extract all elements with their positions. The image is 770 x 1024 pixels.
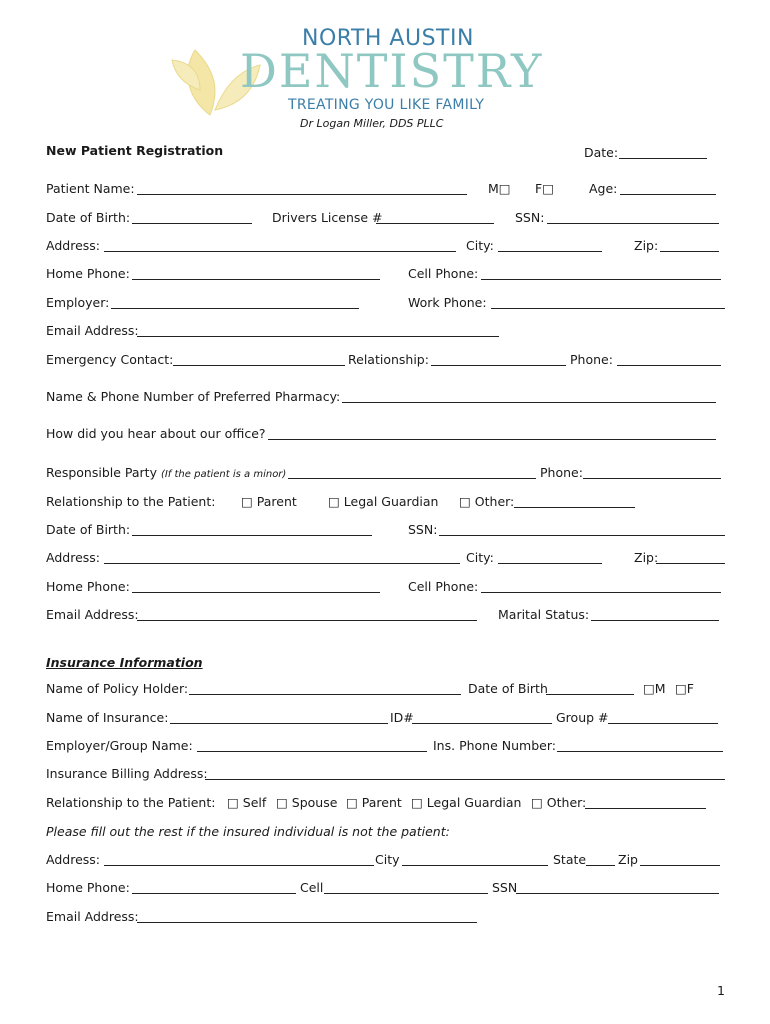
responsible-address-label: Address:: [46, 550, 100, 565]
insured-cell-label: Cell: [300, 880, 324, 895]
emergency-contact-label: Emergency Contact:: [46, 352, 174, 367]
insurance-id-field[interactable]: [412, 723, 552, 724]
group-field[interactable]: [608, 723, 718, 724]
patient-name-field[interactable]: [137, 194, 467, 195]
date-label: Date:: [584, 145, 619, 160]
responsible-cell-phone-field[interactable]: [481, 592, 721, 593]
emergency-phone-label: Phone:: [570, 352, 613, 367]
responsible-phone-field[interactable]: [583, 478, 721, 479]
insured-email-label: Email Address:: [46, 909, 139, 924]
insured-home-phone-field[interactable]: [132, 893, 296, 894]
responsible-city-field[interactable]: [498, 563, 602, 564]
other-checkbox[interactable]: □ Other:: [459, 494, 515, 509]
insured-city-label: City: [375, 852, 400, 867]
insured-home-phone-label: Home Phone:: [46, 880, 130, 895]
employer-group-label: Employer/Group Name:: [46, 738, 193, 753]
insurance-female-checkbox[interactable]: □F: [675, 681, 695, 696]
insured-state-label: State: [553, 852, 587, 867]
employer-group-field[interactable]: [197, 751, 427, 752]
insurance-phone-field[interactable]: [557, 751, 723, 752]
city-field[interactable]: [498, 251, 602, 252]
responsible-home-phone-field[interactable]: [132, 592, 380, 593]
employer-field[interactable]: [111, 308, 359, 309]
dob-label: Date of Birth:: [46, 210, 131, 225]
pharmacy-label: Name & Phone Number of Preferred Pharmacy:: [46, 389, 341, 404]
insured-zip-field[interactable]: [640, 865, 720, 866]
responsible-relationship-label: Relationship to the Patient:: [46, 494, 216, 509]
dob-field[interactable]: [132, 223, 252, 224]
drivers-license-label: Drivers License #: [272, 210, 383, 225]
insurance-name-field[interactable]: [170, 723, 388, 724]
insured-address-field[interactable]: [104, 865, 374, 866]
responsible-address-field[interactable]: [104, 563, 460, 564]
marital-status-field[interactable]: [591, 620, 719, 621]
city-label: City:: [466, 238, 494, 253]
male-checkbox[interactable]: M□: [488, 181, 511, 196]
responsible-party-note: (If the patient is a minor): [160, 469, 287, 480]
insured-parent-checkbox[interactable]: □ Parent: [346, 795, 402, 810]
emergency-phone-field[interactable]: [617, 365, 721, 366]
pharmacy-field[interactable]: [342, 402, 716, 403]
insured-state-field[interactable]: [586, 865, 615, 866]
responsible-home-phone-label: Home Phone:: [46, 579, 130, 594]
logo-tagline: TREATING YOU LIKE FAMILY: [288, 97, 485, 113]
policy-holder-field[interactable]: [189, 694, 461, 695]
responsible-ssn-field[interactable]: [439, 535, 725, 536]
insurance-dob-label: Date of Birth: [468, 681, 548, 696]
relationship-field[interactable]: [431, 365, 566, 366]
email-label: Email Address:: [46, 323, 139, 338]
home-phone-field[interactable]: [132, 279, 380, 280]
insured-relationship-label: Relationship to the Patient:: [46, 795, 216, 810]
other-field[interactable]: [514, 507, 635, 508]
responsible-party-field[interactable]: [288, 478, 536, 479]
responsible-zip-label: Zip:: [634, 550, 659, 565]
logo-text-north-austin: NORTH AUSTIN: [302, 26, 474, 51]
employer-label: Employer:: [46, 295, 110, 310]
form-title: New Patient Registration: [46, 143, 224, 158]
insured-cell-field[interactable]: [324, 893, 488, 894]
billing-address-field[interactable]: [205, 779, 725, 780]
address-label: Address:: [46, 238, 100, 253]
doctor-name: Dr Logan Miller, DDS PLLC: [300, 117, 444, 130]
age-label: Age:: [589, 181, 618, 196]
email-field[interactable]: [137, 336, 499, 337]
marital-status-label: Marital Status:: [498, 607, 590, 622]
referral-source-label: How did you hear about our office?: [46, 426, 266, 441]
referral-source-field[interactable]: [268, 439, 716, 440]
billing-address-label: Insurance Billing Address:: [46, 766, 208, 781]
group-label: Group #: [556, 710, 609, 725]
ssn-label: SSN:: [515, 210, 545, 225]
age-field[interactable]: [620, 194, 716, 195]
legal-guardian-checkbox[interactable]: □ Legal Guardian: [328, 494, 439, 509]
cell-phone-label: Cell Phone:: [408, 266, 479, 281]
insurance-dob-field[interactable]: [546, 694, 634, 695]
insured-email-field[interactable]: [137, 922, 477, 923]
drivers-license-field[interactable]: [376, 223, 494, 224]
responsible-email-field[interactable]: [137, 620, 477, 621]
emergency-contact-field[interactable]: [173, 365, 345, 366]
self-checkbox[interactable]: □ Self: [227, 795, 267, 810]
insured-ssn-field[interactable]: [516, 893, 719, 894]
work-phone-label: Work Phone:: [408, 295, 487, 310]
responsible-dob-field[interactable]: [132, 535, 372, 536]
female-checkbox[interactable]: F□: [535, 181, 555, 196]
work-phone-field[interactable]: [491, 308, 725, 309]
insured-ssn-label: SSN: [492, 880, 518, 895]
insured-zip-label: Zip: [618, 852, 638, 867]
page-number: 1: [717, 983, 725, 998]
spouse-checkbox[interactable]: □ Spouse: [276, 795, 338, 810]
cell-phone-field[interactable]: [481, 279, 721, 280]
insured-note: Please fill out the rest if the insured individual is not the patient:: [46, 824, 450, 839]
responsible-dob-label: Date of Birth:: [46, 522, 131, 537]
policy-holder-label: Name of Policy Holder:: [46, 681, 189, 696]
responsible-party-label: Responsible Party (If the patient is a minor): [46, 465, 287, 480]
logo-text-dentistry: DENTISTRY: [240, 44, 544, 98]
insurance-id-label: ID#: [390, 710, 414, 725]
insurance-male-checkbox[interactable]: □M: [643, 681, 666, 696]
address-field[interactable]: [104, 251, 456, 252]
insured-guardian-checkbox[interactable]: □ Legal Guardian: [411, 795, 522, 810]
responsible-ssn-label: SSN:: [408, 522, 438, 537]
home-phone-label: Home Phone:: [46, 266, 130, 281]
responsible-city-label: City:: [466, 550, 494, 565]
insured-other-checkbox[interactable]: □ Other:: [531, 795, 587, 810]
insurance-name-label: Name of Insurance:: [46, 710, 169, 725]
relationship-label: Relationship:: [348, 352, 429, 367]
insured-other-field[interactable]: [585, 808, 706, 809]
parent-checkbox[interactable]: □ Parent: [241, 494, 297, 509]
insured-city-field[interactable]: [402, 865, 548, 866]
zip-field[interactable]: [660, 251, 719, 252]
responsible-email-label: Email Address:: [46, 607, 139, 622]
responsible-zip-field[interactable]: [656, 563, 725, 564]
insurance-heading: Insurance Information: [46, 655, 203, 670]
responsible-phone-label: Phone:: [540, 465, 583, 480]
insured-address-label: Address:: [46, 852, 100, 867]
ssn-field[interactable]: [547, 223, 719, 224]
zip-label: Zip:: [634, 238, 659, 253]
date-field[interactable]: [619, 158, 707, 159]
patient-name-label: Patient Name:: [46, 181, 135, 196]
responsible-cell-phone-label: Cell Phone:: [408, 579, 479, 594]
insurance-phone-label: Ins. Phone Number:: [433, 738, 556, 753]
